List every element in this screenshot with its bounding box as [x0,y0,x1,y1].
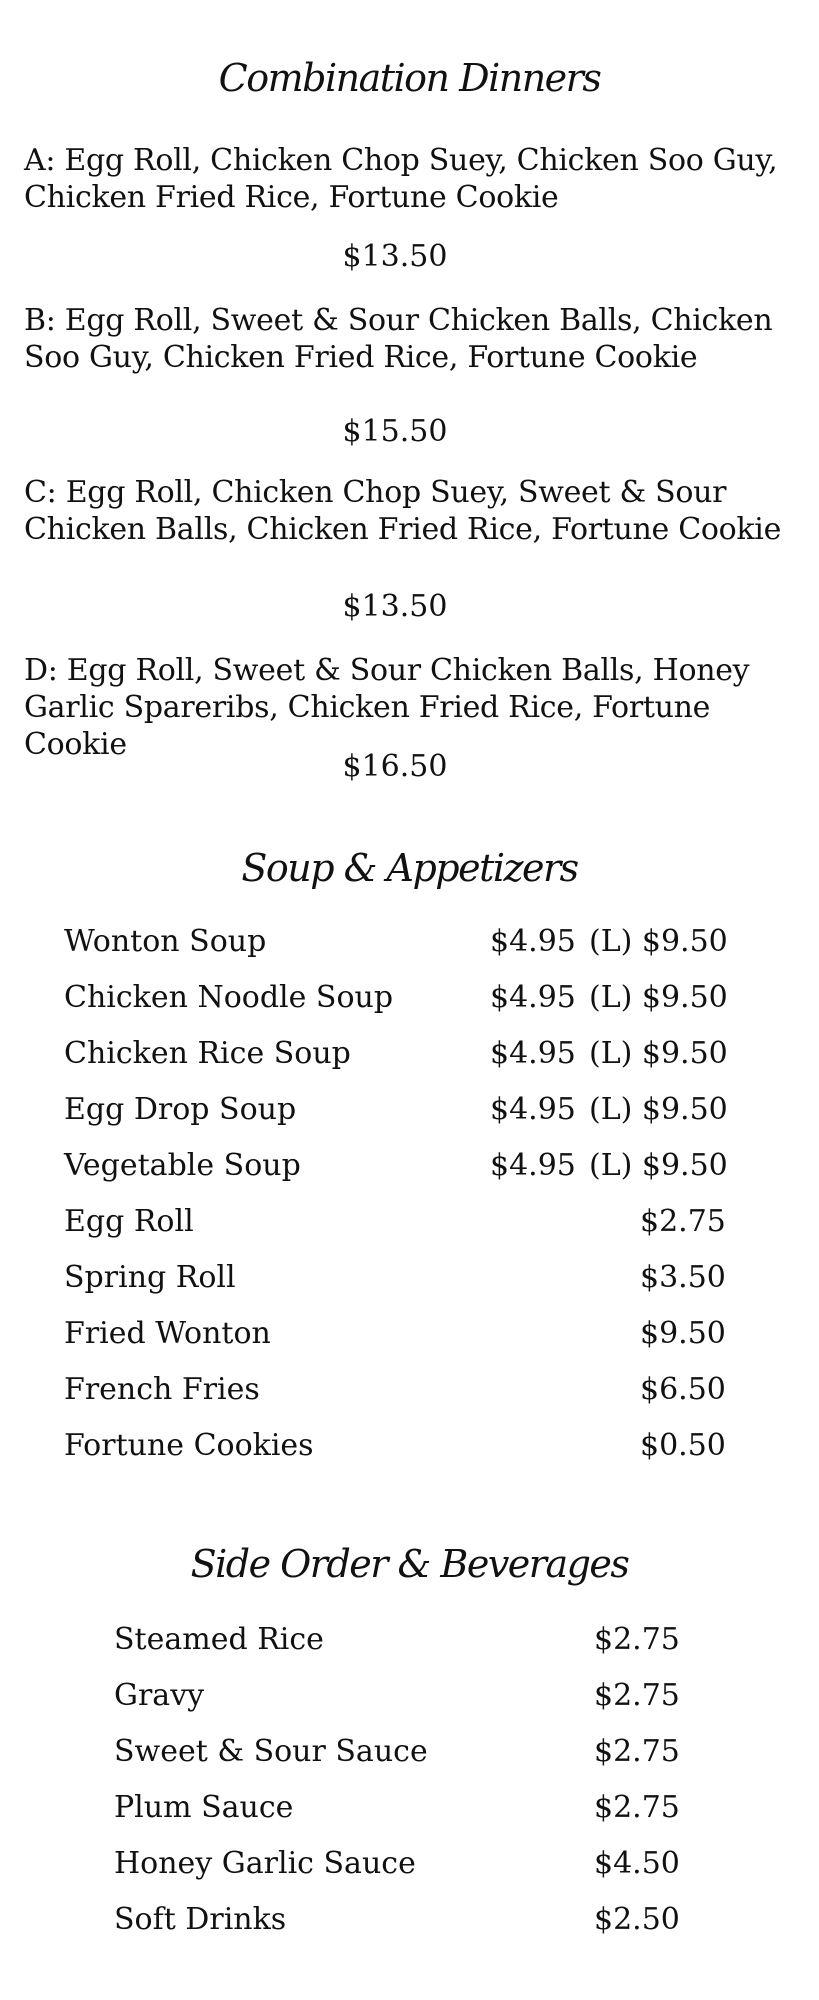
item-name: Vegetable Soup [64,1148,301,1183]
item-price: $2.75 [594,1790,680,1825]
item-name: Chicken Rice Soup [64,1036,351,1071]
item-price: $0.50 [640,1428,726,1463]
list-item [114,1788,714,1828]
item-name: Fried Wonton [64,1316,271,1351]
list-item [114,1676,714,1716]
item-name: Egg Drop Soup [64,1092,297,1127]
combo-c-description: C: Egg Roll, Chicken Chop Suey, Sweet & Sour Chicken Balls, Chicken Fried Rice, Fortune Cookie [24,475,782,547]
item-price-small: $4.95 [490,924,576,959]
list-item [114,1844,714,1884]
item-price: $2.75 [594,1734,680,1769]
soup-appetizers-heading: Soup & Appetizers [241,846,578,890]
item-price: $2.50 [594,1902,680,1937]
item-name: Honey Garlic Sauce [114,1846,416,1881]
side-order-beverages-heading: Side Order & Beverages [190,1542,629,1586]
item-price: $9.50 [640,1316,726,1351]
combo-d-price: $16.50 [342,749,448,784]
item-price: $3.50 [640,1260,726,1295]
item-price-large: (L) $9.50 [589,1148,728,1183]
list-item [114,1900,714,1940]
item-price: $2.75 [594,1622,680,1657]
item-price-large: (L) $9.50 [589,1036,728,1071]
item-price-large: (L) $9.50 [589,924,728,959]
combo-b-price: $15.50 [342,414,448,449]
item-name: Sweet & Sour Sauce [114,1734,428,1769]
item-name: Plum Sauce [114,1790,294,1825]
item-name: Wonton Soup [64,924,267,959]
list-item [64,1258,764,1298]
list-item [114,1620,714,1660]
item-name: Chicken Noodle Soup [64,980,394,1015]
combo-c-price: $13.50 [342,589,448,624]
item-price: $4.50 [594,1846,680,1881]
combination-dinners-heading: Combination Dinners [218,56,601,100]
item-name: Soft Drinks [114,1902,287,1937]
item-price: $2.75 [594,1678,680,1713]
item-price-small: $4.95 [490,1092,576,1127]
item-name: Egg Roll [64,1204,194,1239]
list-item [64,978,764,1018]
list-item [64,1146,764,1186]
item-price-small: $4.95 [490,980,576,1015]
item-price-large: (L) $9.50 [589,1092,728,1127]
item-price: $6.50 [640,1372,726,1407]
list-item [64,1034,764,1074]
item-price: $2.75 [640,1204,726,1239]
list-item [64,1426,764,1466]
combo-b-description: B: Egg Roll, Sweet & Sour Chicken Balls, Chicken Soo Guy, Chicken Fried Rice, Fortune Cookie [24,303,773,375]
item-name: Fortune Cookies [64,1428,314,1463]
combo-a-price: $13.50 [342,239,448,274]
list-item [64,1370,764,1410]
item-price-large: (L) $9.50 [589,980,728,1015]
list-item [64,1090,764,1130]
list-item [64,922,764,962]
item-name: French Fries [64,1372,260,1407]
combo-d-description: D: Egg Roll, Sweet & Sour Chicken Balls, Honey Garlic Spareribs, Chicken Fried Rice, Fortune Cookie [24,653,750,762]
list-item [64,1202,764,1242]
combo-a-description: A: Egg Roll, Chicken Chop Suey, Chicken Soo Guy, Chicken Fried Rice, Fortune Cookie [24,143,778,215]
item-name: Spring Roll [64,1260,236,1295]
list-item [64,1314,764,1354]
item-name: Gravy [114,1678,205,1713]
item-name: Steamed Rice [114,1622,324,1657]
item-price-small: $4.95 [490,1148,576,1183]
item-price-small: $4.95 [490,1036,576,1071]
list-item [114,1732,714,1772]
